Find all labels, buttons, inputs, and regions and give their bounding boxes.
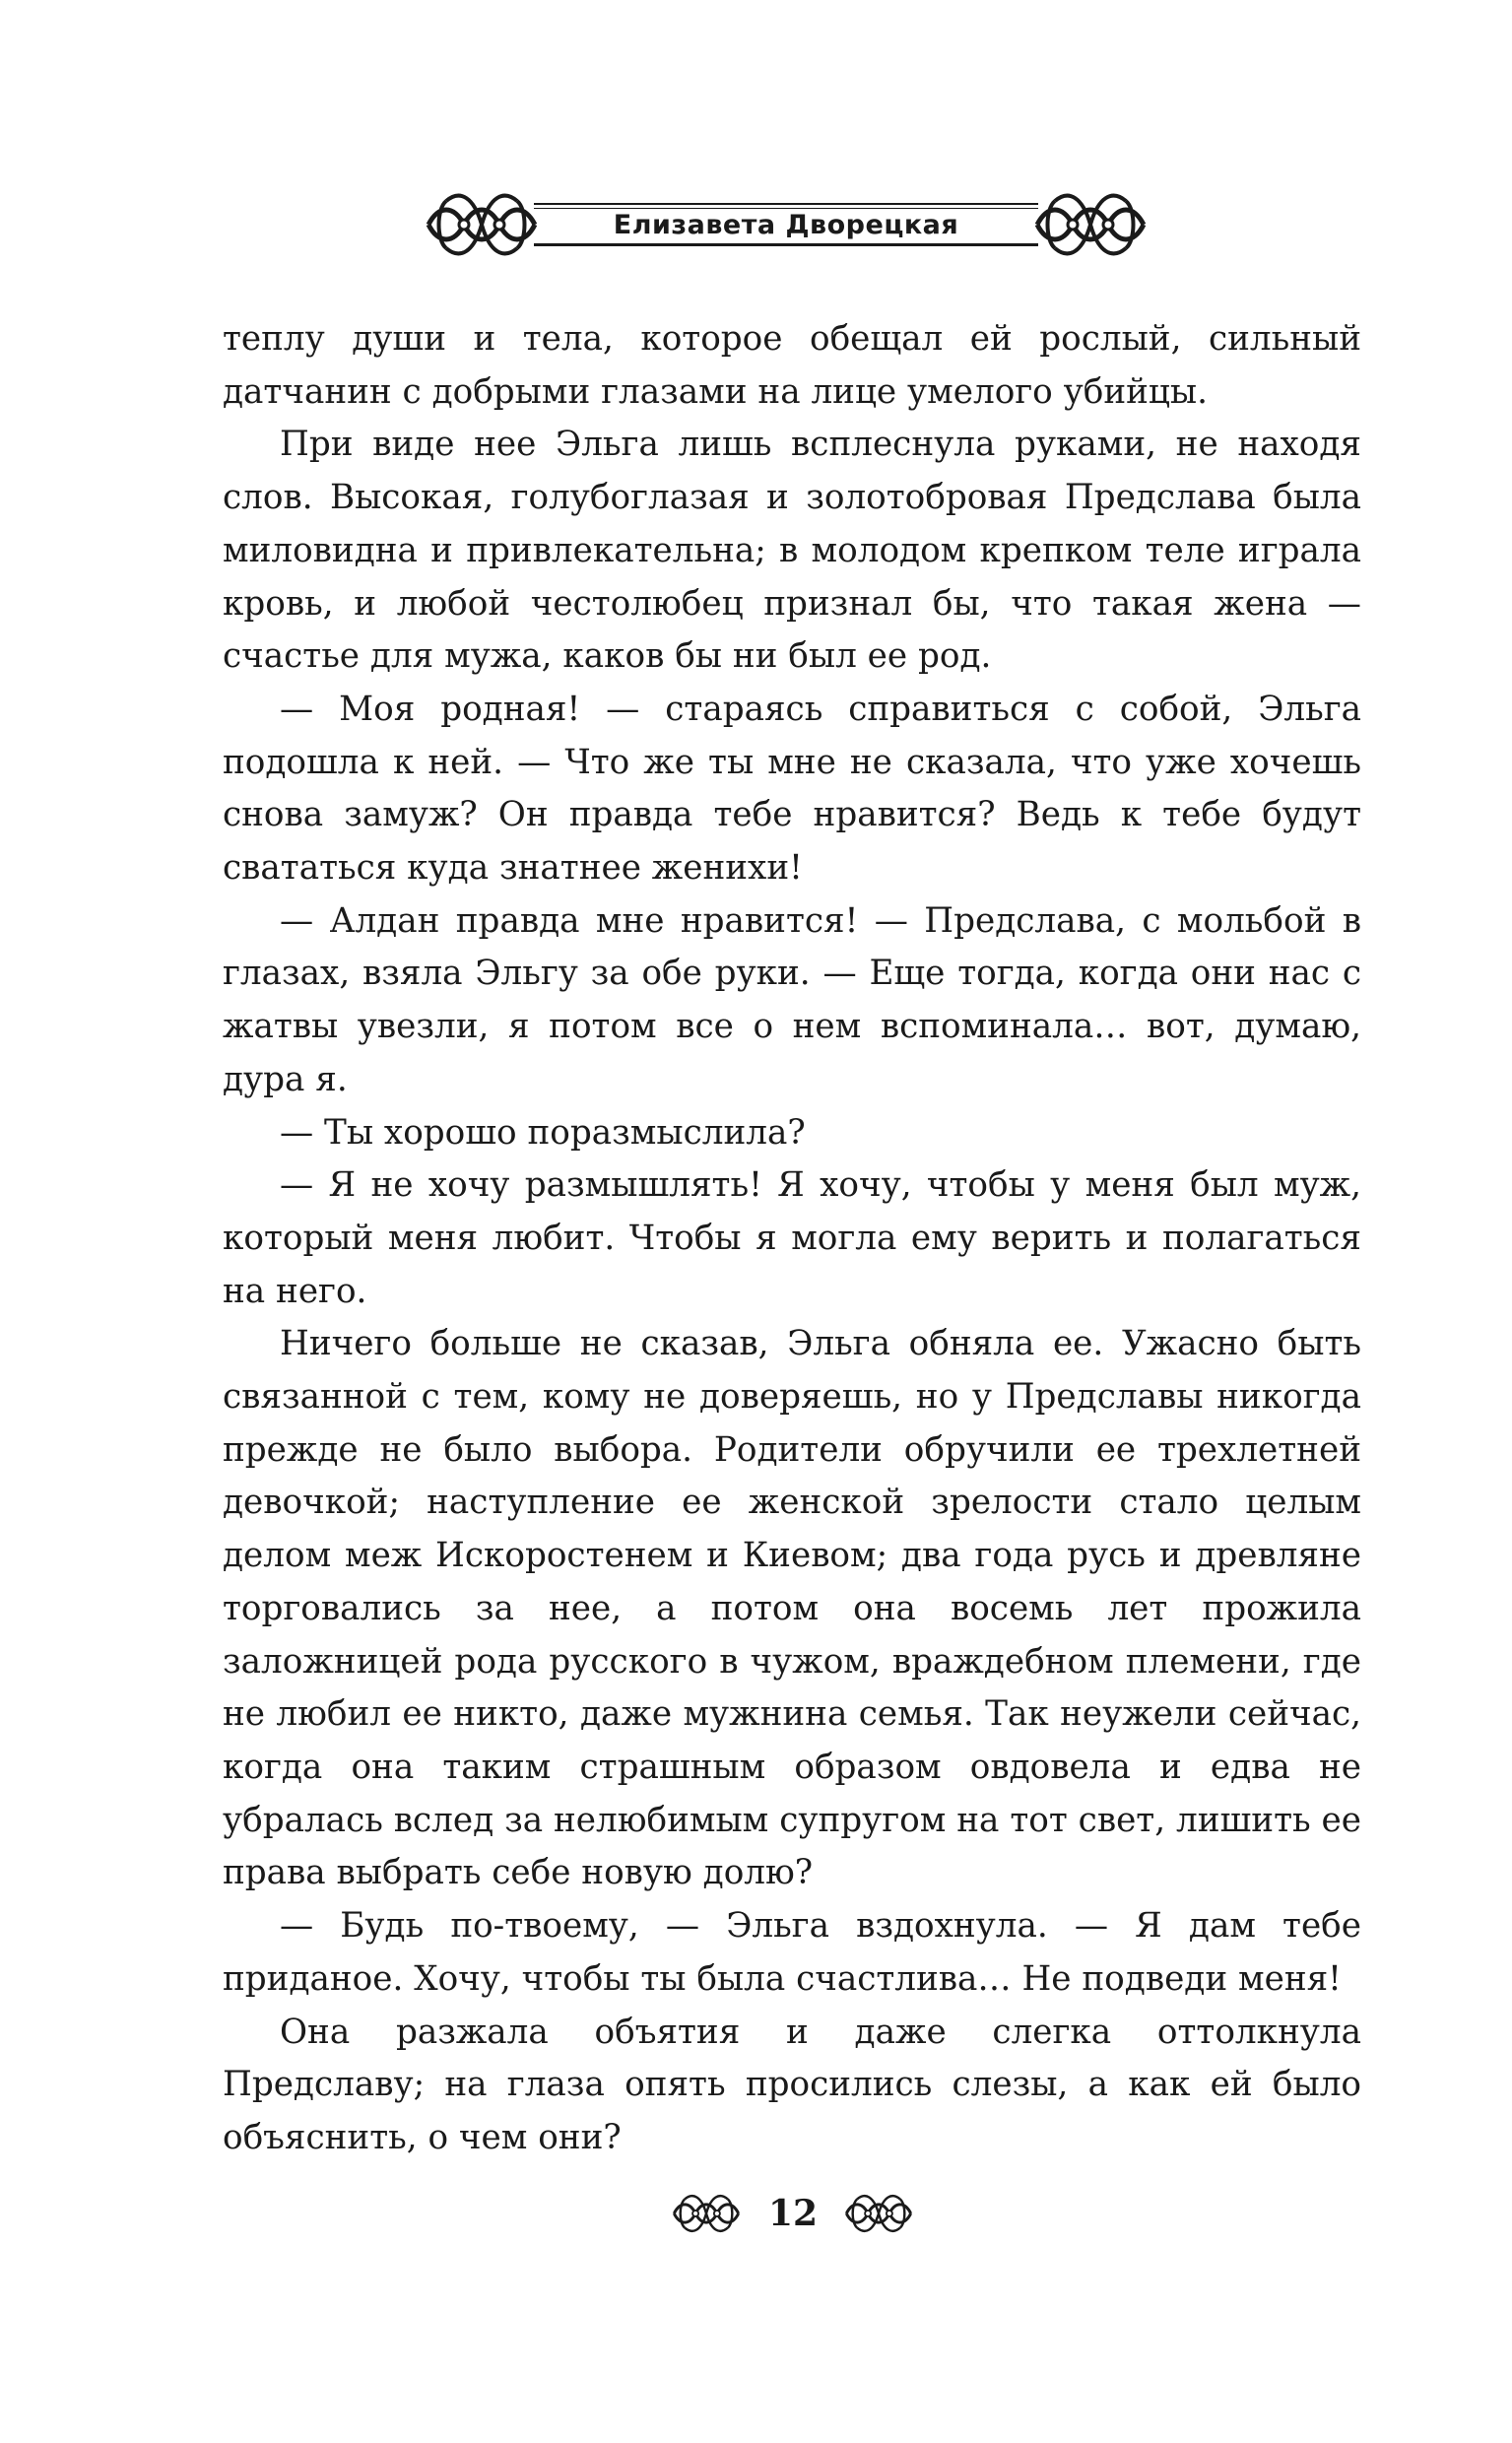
paragraph: При виде нее Эльга лишь всплеснула руками, не находя слов. Высокая, голубоглазая и золотобровая Предслава была миловидна и привлекательна; в молодом крепком теле играла кровь, и любой честолюбец признал бы, что такая жена — счастье для мужа, каков бы ни был ее род.	[223, 425, 1361, 677]
author-name: Елизавета Дворецкая	[613, 210, 959, 240]
dialogue-paragraph: — Я не хочу размышлять! Я хочу, чтобы у меня был муж, который меня любит. Чтобы я могла ему верить и полагаться на него.	[223, 1165, 1361, 1311]
dialogue-paragraph: — Алдан правда мне нравится! — Предслава, с мольбой в глазах, взяла Эльгу за обе руки. — Еще тогда, когда они нас с жатвы увезли, я потом все о нем вспоминала… вот, думаю, дура я.	[223, 900, 1361, 1099]
dialogue-paragraph: — Будь по-твоему, — Эльга вздохнула. — Я дам тебе приданое. Хочу, чтобы ты была счастлива… Не подведи меня!	[223, 1906, 1361, 1999]
dialogue-paragraph: — Ты хорошо поразмыслила?	[280, 1112, 806, 1153]
page-footer	[0, 2185, 1512, 2242]
celtic-knot-left-icon	[658, 2191, 755, 2236]
paragraph: Она разжала объятия и даже слегка оттолкнула Предславу; на глаза опять просились слезы, а как ей было объяснить, о чем они?	[223, 2012, 1361, 2157]
paragraph: Ничего больше не сказав, Эльга обняла ее. Ужасно быть связанной с тем, кому не доверяешь, но у Предславы никогда прежде не было выбора. Родители обручили ее трехлетней девочкой; наступление ее женской зрелости стало целым делом меж Искоростенем и Киевом; два года русь и древляне торговались за нее, а потом она восемь лет прожила заложницей рода русского в чужом, враждебном племени, где не любил ее никто, даже мужнина семья. Так неужели сейчас, когда она таким страшным образом овдовела и едва не убралась вслед за нелюбимым супругом на тот свет, лишить ее права выбрать себе новую долю?	[223, 1324, 1361, 1893]
celtic-knot-left-icon	[424, 187, 540, 262]
running-header	[424, 187, 1149, 262]
dialogue-paragraph: — Моя родная! — стараясь справиться с собой, Эльга подошла к ней. — Что же ты мне не сказала, что уже хочешь снова замуж? Он правда тебе нравится? Ведь к тебе будут свататься куда знатнее женихи!	[223, 689, 1361, 889]
paragraph: теплу души и тела, которое обещал ей рослый, сильный датчанин с добрыми глазами на лице умелого убийцы.	[223, 319, 1361, 412]
page-number: 12	[767, 2193, 819, 2234]
celtic-knot-right-icon	[830, 2191, 927, 2236]
body-text	[223, 313, 1361, 2165]
celtic-knot-right-icon	[1032, 187, 1149, 262]
header-frame	[534, 203, 1038, 246]
